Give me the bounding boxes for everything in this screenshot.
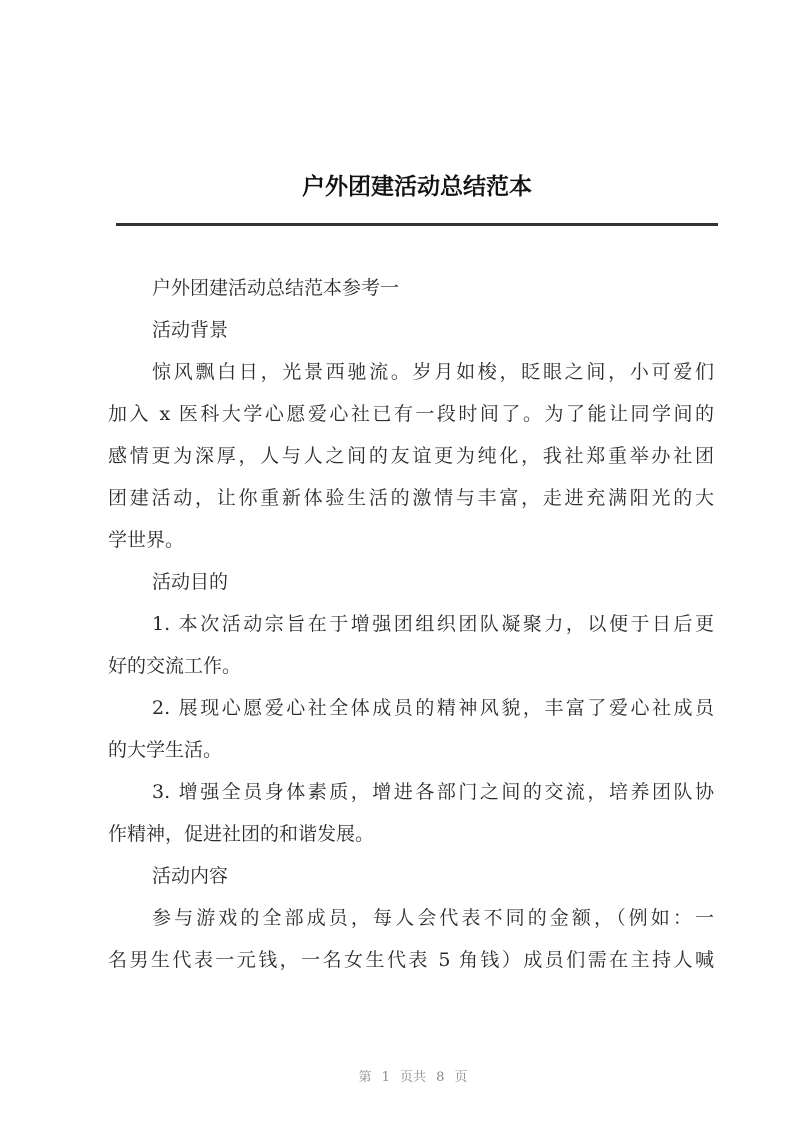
text-line: 3. 增强全员身体素质，增进各部门之间的交流，培养团队协 — [152, 781, 714, 803]
text-line: 活动背景 — [152, 319, 229, 341]
document-title: 户外团建活动总结范本 — [302, 174, 532, 200]
text-line: 团建活动，让你重新体验生活的激情与丰富，走进充满阳光的大 — [108, 487, 714, 509]
text-line: 活动内容 — [152, 865, 229, 887]
text-line: 学世界。 — [108, 529, 185, 551]
text-line: 的大学生活。 — [108, 739, 223, 761]
text-line: 加入 x 医科大学心愿爱心社已有一段时间了。为了能让同学间的 — [108, 403, 714, 425]
text-line: 名男生代表一元钱，一名女生代表 5 角钱）成员们需在主持人喊 — [108, 949, 714, 971]
text-line: 2. 展现心愿爱心社全体成员的精神风貌，丰富了爱心社成员 — [152, 697, 714, 719]
text-line: 户外团建活动总结范本参考一 — [152, 277, 400, 299]
text-line: 惊风飘白日，光景西驰流。岁月如梭，眨眼之间，小可爱们 — [152, 361, 714, 383]
text-line: 参与游戏的全部成员，每人会代表不同的金额，（例如：一 — [152, 907, 714, 929]
title-divider — [116, 223, 718, 226]
text-line: 好的交流工作。 — [108, 655, 242, 677]
text-line: 1. 本次活动宗旨在于增强团组织团队凝聚力，以便于日后更 — [152, 613, 714, 635]
page-footer: 第 1 页共 8 页 — [358, 1070, 468, 1085]
text-line: 作精神，促进社团的和谐发展。 — [108, 823, 375, 845]
text-line: 活动目的 — [152, 571, 229, 593]
text-line: 感情更为深厚，人与人之间的友谊更为纯化，我社郑重举办社团 — [108, 445, 714, 467]
